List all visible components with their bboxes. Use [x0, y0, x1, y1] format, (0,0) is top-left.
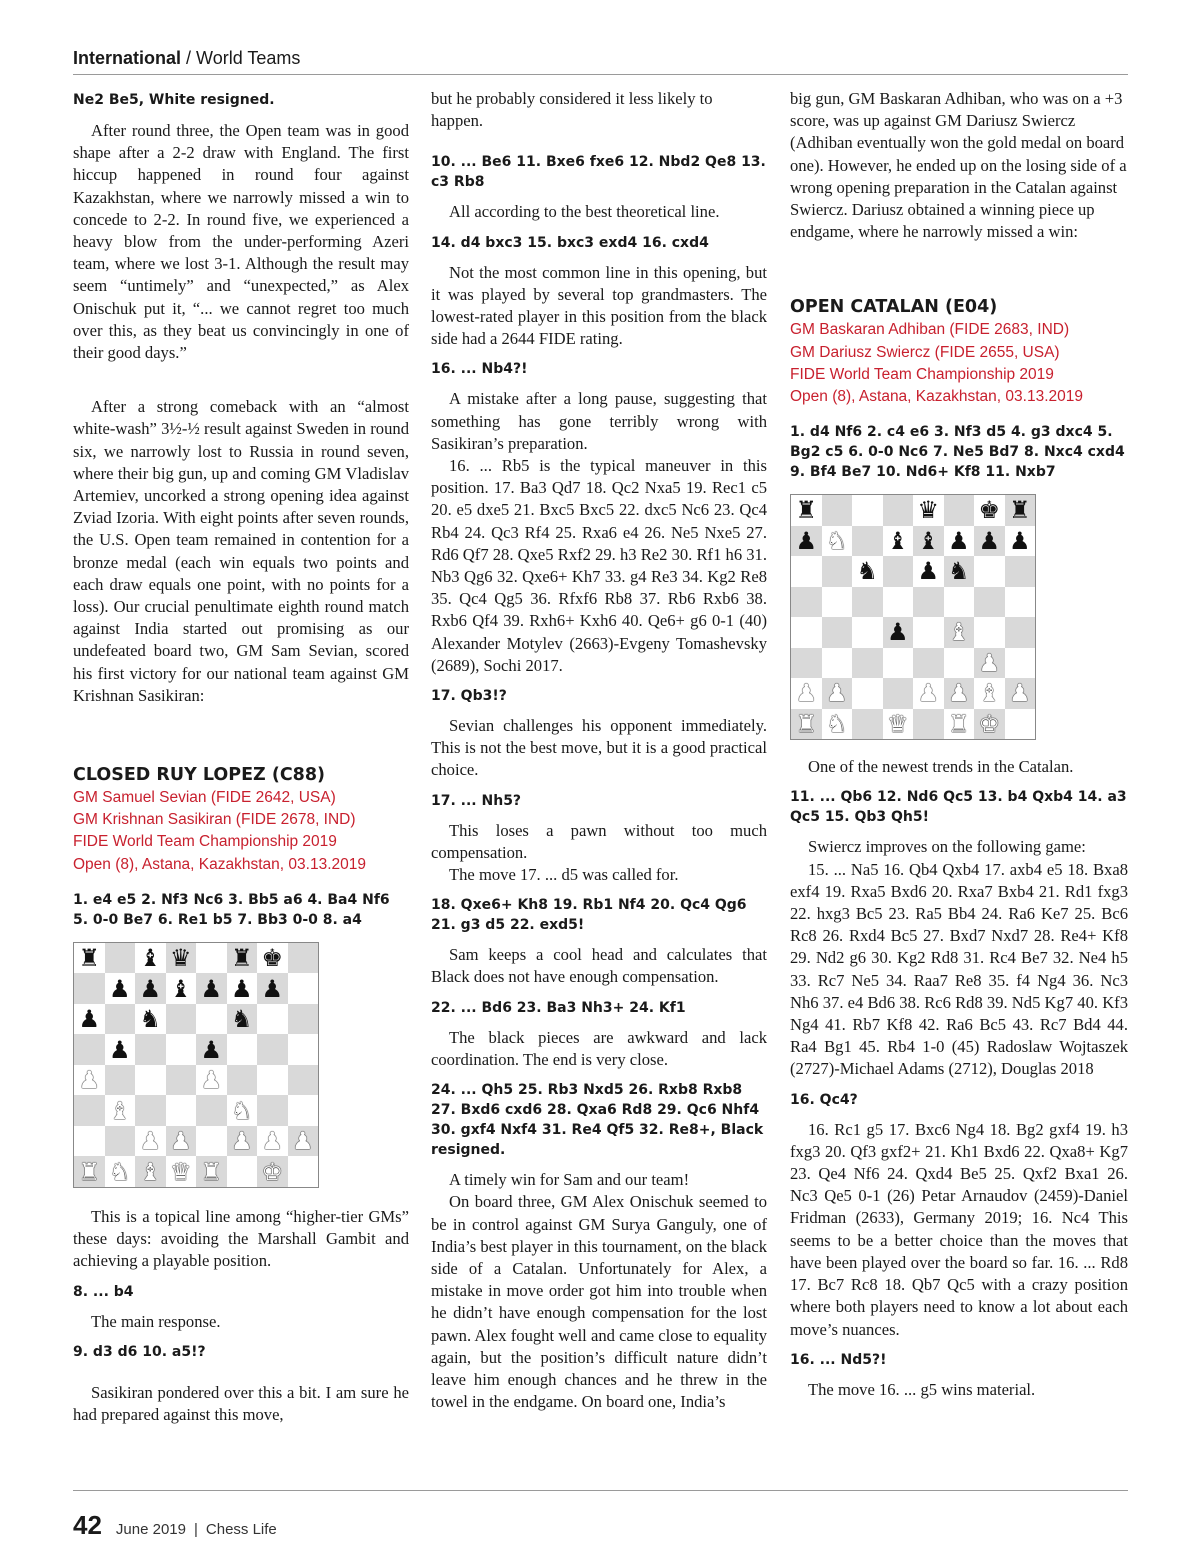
black-pawn-icon: ♟: [978, 526, 1000, 555]
board-square: [105, 943, 136, 974]
paragraph: After a strong comeback with an “almost white-wash” 3½-½ result against Sweden in round six, we narrowly lost to Russia in round seven, where their big gun, up and coming GM Vladislav Artemiev, uncorked a strong opening idea against Zviad Izoria. With eight points after seven rounds, the U.S. Open team remained in contention for a bronze medal (each win equals two points and each draw equals one point, with no points for a loss). Our crucial penultimate eighth round match against India started out promising as our undefeated board two, GM Sam Sevian, scored his first victory for our national team against GM Krishnan Sasikiran:: [73, 397, 409, 705]
move-line: 9. d3 d6 10. a5!?: [73, 1343, 206, 1360]
paragraph: This loses a pawn without too much compensation.: [431, 820, 767, 862]
board-square: [74, 1004, 105, 1035]
paragraph: All according to the best theoretical line.: [449, 202, 720, 222]
board-square: [913, 587, 944, 618]
board-square: [944, 648, 975, 679]
board-square: [791, 678, 822, 709]
page-number: 42: [73, 1510, 102, 1540]
white-pawn-icon: ♟: [78, 1066, 100, 1095]
black-knight-icon: ♞: [230, 1005, 253, 1034]
board-square: [913, 678, 944, 709]
board-square: [166, 1156, 197, 1187]
board-square: [852, 587, 883, 618]
paragraph: On board three, GM Alex Onischuk seemed to be in control against GM Surya Ganguly, one of India’s best player in this tournament, on the black side of a Catalan. Unfortunately for Alex, a mistake in move order got him into trouble when he didn’t have enough compensation for the lost pawn. Alex fought well and came close to equality again, but the position’s difficult nature didn’t leave him enough chances and he threw in the towel in the endgame. On board one, India’s: [431, 1192, 767, 1412]
board-square: [791, 587, 822, 618]
board-square: [944, 709, 975, 740]
white-king-icon: ♚: [261, 1157, 283, 1186]
chess-diagram-ruy-lopez: [73, 942, 319, 1188]
white-rook-icon: ♜: [795, 709, 817, 738]
board-square: [105, 1065, 136, 1096]
paragraph: The move 16. ... g5 wins material.: [808, 1379, 1036, 1399]
black-king-icon: ♚: [978, 496, 1000, 525]
board-square: [852, 617, 883, 648]
board-square: [822, 648, 853, 679]
move-line: 18. Qxe6+ Kh8 19. Rb1 Nf4 20. Qc4 Qg6 21. g3 d5 22. exd5!: [431, 897, 747, 934]
game-title: CLOSED RUY LOPEZ (C88): [73, 765, 326, 786]
board-square: [883, 709, 914, 740]
move-line: 16. ... Nd5?!: [790, 1351, 887, 1368]
game-event: FIDE World Team Championship 2019: [790, 365, 1054, 383]
board-square: [166, 1095, 197, 1126]
board-square: [944, 526, 975, 557]
footer-magazine: Chess Life: [205, 1521, 277, 1538]
black-pawn-icon: ♟: [78, 1005, 100, 1034]
board-square: [257, 1004, 288, 1035]
game-black-player: GM Krishnan Sasikiran (FIDE 2678, IND): [73, 811, 356, 829]
board-square: [913, 709, 944, 740]
footer-divider: |: [194, 1521, 198, 1538]
move-line: 11. ... Qb6 12. Nd6 Qc5 13. b4 Qxb4 14. a3 Qc5 15. Qb3 Qh5!: [790, 789, 1127, 826]
board-square: [196, 1095, 227, 1126]
board-square: [135, 1156, 166, 1187]
white-knight-icon: ♞: [230, 1096, 253, 1125]
paragraph: A timely win for Sam and our team!: [449, 1170, 690, 1190]
paragraph: Sasikiran pondered over this a bit. I am sure he had prepared against this move,: [73, 1382, 409, 1424]
move-line: 17. ... Nh5?: [431, 792, 522, 809]
board-square: [227, 973, 258, 1004]
board-square: [944, 495, 975, 526]
board-square: [1005, 556, 1036, 587]
board-square: [227, 1065, 258, 1096]
board-square: [166, 1126, 197, 1157]
board-square: [974, 556, 1005, 587]
board-square: [105, 1156, 136, 1187]
board-square: [1005, 495, 1036, 526]
board-square: [913, 648, 944, 679]
board-square: [135, 1126, 166, 1157]
black-pawn-icon: ♟: [947, 526, 970, 555]
paragraph: A mistake after a long pause, suggesting that something has gone terribly wrong with Sasikiran’s preparation.: [431, 389, 767, 453]
white-pawn-icon: ♟: [261, 1127, 283, 1156]
board-square: [227, 1034, 258, 1065]
board-square: [791, 617, 822, 648]
black-rook-icon: ♜: [230, 944, 253, 973]
white-knight-icon: ♞: [825, 526, 848, 555]
black-queen-icon: ♛: [169, 944, 192, 973]
move-line: 10. ... Be6 11. Bxe6 fxe6 12. Nbd2 Qe8 13. c3 Rb8: [431, 154, 766, 191]
board-square: [913, 556, 944, 587]
game-event: FIDE World Team Championship 2019: [73, 833, 337, 851]
board-square: [791, 526, 822, 557]
board-square: [166, 1065, 197, 1096]
black-bishop-icon: ♝: [886, 526, 909, 555]
black-pawn-icon: ♟: [200, 974, 222, 1003]
board-square: [196, 1034, 227, 1065]
board-square: [196, 1126, 227, 1157]
board-square: [974, 495, 1005, 526]
paragraph: One of the newest trends in the Catalan.: [808, 757, 1074, 777]
column-2: [431, 88, 767, 1413]
move-line: 14. d4 bxc3 15. bxc3 exd4 16. cxd4: [431, 234, 709, 251]
board-square: [227, 1126, 258, 1157]
board-square: [883, 678, 914, 709]
board-square: [135, 1034, 166, 1065]
black-knight-icon: ♞: [139, 1005, 161, 1034]
white-rook-icon: ♜: [78, 1157, 100, 1186]
white-knight-icon: ♞: [108, 1157, 131, 1186]
board-square: [288, 1095, 319, 1126]
board-square: [135, 943, 166, 974]
board-square: [135, 1004, 166, 1035]
board-square: [974, 617, 1005, 648]
board-square: [1005, 526, 1036, 557]
paragraph: 16. ... Rb5 is the typical maneuver in this position. 17. Ba3 Qd7 18. Qc2 Nxa5 19. Rec1 c5 20. e5 dxe5 21. Bxc5 Bxc5 22. dxc5 Nc6 23. Qc4 Rb4 24. Qc3 Rf4 25. Rxa6 e4 26. Ne5 Nxe5 27. Rd6 Qf7 28. Qxe5 Rxf2 29. h3 Re2 30. Rf1 h6 31. Nb3 Qg6 32. Qxe6+ Kh7 33. g4 Re3 34. Kg2 Re8 35. Qc4 Qg5 36. Rfxf6 Rb8 37. Rb6 Rxb6 38. Rxb6 Qf4 39. Rxh6+ Kxh6 40. Qe6+ g6 0-1 (40) Alexander Motylev (2663)-Evgeny Tomashevsky (2689), Sochi 2017.: [431, 456, 768, 675]
black-pawn-icon: ♟: [230, 974, 253, 1003]
game-white-player: GM Baskaran Adhiban (FIDE 2683, IND): [790, 321, 1070, 339]
black-knight-icon: ♞: [947, 557, 970, 586]
board-square: [74, 1065, 105, 1096]
black-queen-icon: ♛: [917, 496, 939, 525]
board-square: [227, 943, 258, 974]
white-pawn-icon: ♟: [200, 1066, 222, 1095]
paragraph: Swiercz improves on the following game:: [808, 837, 1086, 857]
move-line: 22. ... Bd6 23. Ba3 Nh3+ 24. Kf1: [431, 999, 686, 1016]
board-square: [257, 1095, 288, 1126]
black-knight-icon: ♞: [856, 557, 878, 586]
board-square: [944, 678, 975, 709]
board-square: [74, 1095, 105, 1126]
paragraph: 16. Rc1 g5 17. Bxc6 Ng4 18. Bg2 gxf4 19. h3 fxg3 20. Qf3 gxf2+ 21. Kh1 Bxd6 22. Qxa8+ Kg7 23. Qe4 Nf6 24. Qxd4 Be5 25. Qxf2 Bxa1 26. Nc3 Qe5 0-1 (26) Petar Arnaudov (2459)-Daniel Fridman (2633), Germany 2019; 16. Nc4 This seems to be a better choice than the moves that have been played over the board so far. 16. ... Rd8 17. Bc7 Rc8 18. Qb7 Qc5 with a crazy position where both players need to know a lot about each move’s nuances.: [790, 1119, 1128, 1339]
white-pawn-icon: ♟: [978, 648, 1000, 677]
black-rook-icon: ♜: [795, 496, 817, 525]
board-square: [288, 1034, 319, 1065]
white-pawn-icon: ♟: [795, 679, 817, 708]
board-square: [913, 495, 944, 526]
board-square: [257, 973, 288, 1004]
move-line: 17. Qb3!?: [431, 688, 507, 705]
board-square: [105, 1004, 136, 1035]
board-square: [166, 973, 197, 1004]
board-square: [166, 943, 197, 974]
board-square: [883, 617, 914, 648]
board-square: [822, 709, 853, 740]
paragraph: The black pieces are awkward and lack coordination. The end is very close.: [431, 1027, 767, 1069]
board-square: [74, 943, 105, 974]
white-pawn-icon: ♟: [947, 679, 970, 708]
board-square: [822, 556, 853, 587]
black-bishop-icon: ♝: [169, 974, 192, 1003]
black-bishop-icon: ♝: [917, 526, 939, 555]
board-square: [974, 526, 1005, 557]
page-footer: [73, 1510, 277, 1541]
move-line: 1. d4 Nf6 2. c4 e6 3. Nf3 d5 4. g3 dxc4 5. Bg2 c5 6. 0-0 Nc6 7. Ne5 Bd7 8. Nxc4 cxd4 9. Bf4 Be7 10. Nd6+ Kf8 11. Nxb7: [790, 424, 1125, 481]
board-square: [196, 1156, 227, 1187]
board-square: [1005, 617, 1036, 648]
board-square: [288, 1004, 319, 1035]
paragraph: After round three, the Open team was in good shape after a 2-2 draw with England. The first hiccup happened in round four against Kazakhstan, where we narrowly missed a win to concede to 2-2. In round five, we experienced a heavy blow from the under-performing Azeri team, where we lost 3-1. Although the result may seem “untimely” and “unexpected,” as Alex Onischuk put it, “... we cannot regret too much over this, as they beat us convincingly in one of their good days.”: [73, 121, 409, 363]
board-square: [135, 973, 166, 1004]
board-square: [166, 1034, 197, 1065]
board-square: [257, 1065, 288, 1096]
board-square: [883, 526, 914, 557]
board-square: [227, 1095, 258, 1126]
move-line: 8. ... b4: [73, 1283, 134, 1300]
board-square: [1005, 587, 1036, 618]
white-pawn-icon: ♟: [825, 679, 848, 708]
board-square: [105, 1095, 136, 1126]
board-square: [822, 526, 853, 557]
white-pawn-icon: ♟: [917, 679, 939, 708]
white-king-icon: ♚: [978, 709, 1000, 738]
paragraph: Not the most common line in this opening, but it was played by several top grandmasters. The lowest-rated player in this position from the black side had a 2644 FIDE rating.: [431, 262, 767, 349]
board-square: [883, 495, 914, 526]
board-square: [974, 678, 1005, 709]
board-square: [257, 943, 288, 974]
move-line: 16. Qc4?: [790, 1091, 858, 1108]
board-square: [74, 1126, 105, 1157]
white-pawn-icon: ♟: [230, 1127, 253, 1156]
black-pawn-icon: ♟: [108, 974, 131, 1003]
board-square: [822, 617, 853, 648]
black-pawn-icon: ♟: [886, 618, 909, 647]
move-line: 24. ... Qh5 25. Rb3 Nxd5 26. Rxb8 Rxb8 27. Bxd6 cxd6 28. Qxa6 Rd8 29. Qc6 Nhf4 30. gxf4 Nxf4 31. Re4 Qf5 32. Re8+, Black resigned.: [431, 1082, 764, 1159]
board-square: [852, 709, 883, 740]
board-square: [852, 526, 883, 557]
paragraph: but he probably considered it less likely to happen.: [431, 89, 713, 131]
black-pawn-icon: ♟: [917, 557, 939, 586]
board-square: [944, 617, 975, 648]
chess-diagram-catalan: [790, 494, 1036, 740]
board-square: [791, 709, 822, 740]
board-square: [944, 587, 975, 618]
footer-issue: June 2019: [115, 1521, 186, 1538]
column-1: [73, 88, 409, 1426]
black-pawn-icon: ♟: [139, 974, 161, 1003]
board-square: [196, 943, 227, 974]
board-square: [227, 1004, 258, 1035]
board-square: [791, 495, 822, 526]
paragraph: This is a topical line among “higher-tier GMs” these days: avoiding the Marshall Gambit and achieving a playable position.: [73, 1206, 409, 1271]
white-bishop-icon: ♝: [139, 1157, 161, 1186]
board-square: [257, 1156, 288, 1187]
game-black-player: GM Dariusz Swiercz (FIDE 2655, USA): [790, 343, 1060, 361]
paragraph: big gun, GM Baskaran Adhiban, who was on a +3 score, was up against GM Dariusz Swiercz (Adhiban eventually won the gold medal on board one). However, he ended up on the losing side of a wrong opening preparation in the Catalan against Swiercz. Dariusz obtained a winning piece up endgame, where he narrowly missed a win:: [790, 89, 1127, 242]
board-square: [944, 556, 975, 587]
board-square: [166, 1004, 197, 1035]
running-header: [73, 46, 1128, 75]
board-square: [257, 1034, 288, 1065]
game-title: OPEN CATALAN (E04): [790, 297, 998, 318]
move-line: Ne2 Be5, White resigned.: [73, 92, 275, 108]
board-square: [791, 556, 822, 587]
paragraph: Sevian challenges his opponent immediately. This is not the best move, but it is a good practical choice.: [431, 716, 767, 780]
white-knight-icon: ♞: [825, 709, 848, 738]
board-square: [913, 526, 944, 557]
board-square: [105, 1034, 136, 1065]
black-rook-icon: ♜: [78, 944, 100, 973]
board-square: [105, 1126, 136, 1157]
board-square: [852, 495, 883, 526]
header-section: International: [73, 48, 182, 68]
board-square: [974, 587, 1005, 618]
white-pawn-icon: ♟: [139, 1127, 161, 1156]
black-pawn-icon: ♟: [108, 1035, 131, 1064]
board-square: [822, 678, 853, 709]
board-square: [288, 943, 319, 974]
white-queen-icon: ♛: [886, 709, 909, 738]
white-rook-icon: ♜: [947, 709, 970, 738]
game-info: [790, 319, 1128, 408]
paragraph: Sam keeps a cool head and calculates that Black does not have enough compensation.: [431, 945, 767, 987]
board-square: [196, 1004, 227, 1035]
paragraph: The move 17. ... d5 was called for.: [449, 865, 679, 885]
board-square: [883, 648, 914, 679]
board-square: [135, 1065, 166, 1096]
column-3: [790, 88, 1128, 1401]
board-square: [1005, 709, 1036, 740]
white-pawn-icon: ♟: [291, 1127, 314, 1156]
game-site: Open (8), Astana, Kazakhstan, 03.13.2019: [790, 388, 1083, 406]
white-bishop-icon: ♝: [947, 618, 970, 647]
board-square: [288, 1156, 319, 1187]
move-line: 1. e4 e5 2. Nf3 Nc6 3. Bb5 a6 4. Ba4 Nf6 5. 0-0 Be7 6. Re1 b5 7. Bb3 0-0 8. a4: [73, 891, 390, 928]
board-square: [288, 1065, 319, 1096]
board-square: [822, 495, 853, 526]
board-square: [883, 556, 914, 587]
move-line: 16. ... Nb4?!: [431, 361, 528, 378]
board-square: [227, 1156, 258, 1187]
footer-rule: [73, 1490, 1128, 1491]
white-rook-icon: ♜: [200, 1157, 222, 1186]
black-pawn-icon: ♟: [200, 1035, 222, 1064]
board-square: [974, 648, 1005, 679]
board-square: [288, 973, 319, 1004]
board-square: [913, 617, 944, 648]
black-bishop-icon: ♝: [139, 944, 161, 973]
board-square: [74, 1034, 105, 1065]
black-king-icon: ♚: [261, 944, 283, 973]
board-square: [288, 1126, 319, 1157]
board-square: [883, 587, 914, 618]
board-square: [852, 556, 883, 587]
board-square: [196, 1065, 227, 1096]
game-white-player: GM Samuel Sevian (FIDE 2642, USA): [73, 789, 336, 807]
board-square: [135, 1095, 166, 1126]
black-pawn-icon: ♟: [261, 974, 283, 1003]
board-square: [105, 973, 136, 1004]
white-pawn-icon: ♟: [1008, 679, 1031, 708]
white-queen-icon: ♛: [169, 1157, 192, 1186]
header-separator: /: [181, 48, 197, 68]
black-pawn-icon: ♟: [1008, 526, 1031, 555]
paragraph: 15. ... Na5 16. Qb4 Qxb4 17. axb4 e5 18. Bxa8 exf4 19. Rxa5 Bxd6 20. Rxa7 Bxb4 21. Rd1 fxg3 22. hxg3 Bc5 23. Ra5 Bb4 24. Ra6 Ke7 25. Bc6 Rc8 26. Rxd4 Bc5 27. Bxd7 Nxd7 28. Re4+ Kf8 29. Nd2 g6 30. Kg2 Rd8 31. Rc4 Be7 32. Ne4 h5 33. Rc7 Ne5 34. Raa7 Re8 35. f4 Ng4 36. Nc3 Nh6 37. e4 Bd6 38. Rc6 Rd8 39. Nd5 Kg7 40. Kf3 Ng4 41. Rb7 Kf8 42. Ra6 Bc5 43. Rc7 Bd4 44. Ra4 Bg1 45. Rb4 1-0 (45) Radoslaw Wojtaszek (2727)-Michael Adams (2712), Douglas 2018: [790, 859, 1128, 1079]
black-pawn-icon: ♟: [795, 526, 817, 555]
header-subsection: World Teams: [196, 48, 301, 68]
paragraph: The main response.: [91, 1311, 221, 1331]
board-square: [1005, 678, 1036, 709]
game-site: Open (8), Astana, Kazakhstan, 03.13.2019: [73, 855, 366, 873]
board-square: [74, 973, 105, 1004]
board-square: [974, 709, 1005, 740]
board-square: [852, 678, 883, 709]
white-pawn-icon: ♟: [169, 1127, 192, 1156]
white-bishop-icon: ♝: [108, 1096, 131, 1125]
board-square: [196, 973, 227, 1004]
white-bishop-icon: ♝: [978, 679, 1000, 708]
game-info: [73, 787, 409, 876]
board-square: [822, 587, 853, 618]
board-square: [257, 1126, 288, 1157]
black-rook-icon: ♜: [1008, 496, 1031, 525]
board-square: [791, 648, 822, 679]
board-square: [852, 648, 883, 679]
board-square: [74, 1156, 105, 1187]
board-square: [1005, 648, 1036, 679]
